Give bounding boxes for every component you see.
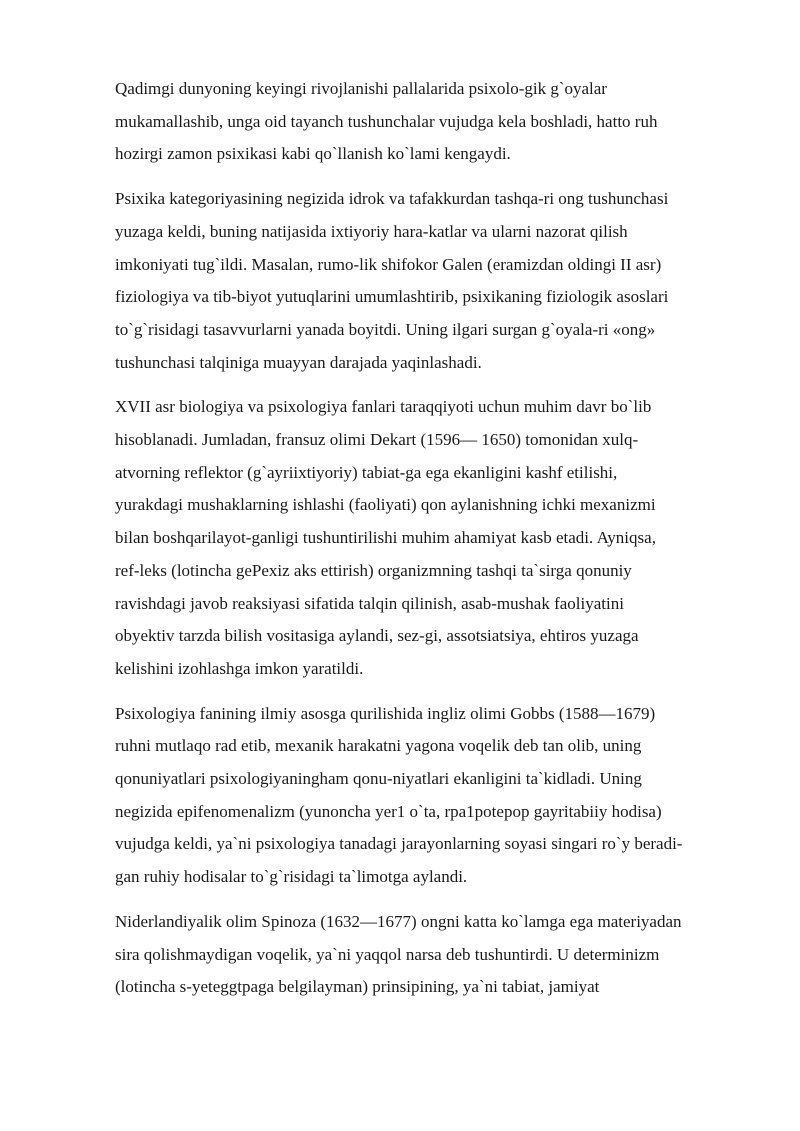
text-line: (lotincha s-yeteggtpaga belgilayman) prinsipining, ya`ni tabiat, jamiyat bbox=[115, 977, 600, 997]
text-line: Qadimgi dunyoning keyingi rivojlanishi pallalarida psixolo-gik g`oyalar bbox=[115, 79, 607, 98]
document-body bbox=[115, 73, 745, 1016]
text-line: tushunchasi talqiniga muayyan darajada yaqinlashadi. bbox=[115, 352, 482, 372]
text-line: vujudga keldi, ya`ni psixologiya tanadagi jarayonlarning soyasi singari ro`y beradi- bbox=[115, 834, 683, 854]
text-line: fiziologiya va tib-biyot yutuqlarini umumlashtirib, psixikaning fiziologik asoslari bbox=[115, 287, 669, 307]
paragraph-1 bbox=[115, 73, 745, 171]
text-line: Psixologiya fanining ilmiy asosga qurilishida ingliz olimi Gobbs (1588—1679) bbox=[115, 703, 656, 723]
paragraph-5 bbox=[115, 906, 745, 1004]
text-line: atvorning reflektor (g`ayriixtiyoriy) tabiat-ga ega ekanligini kashf etilishi, bbox=[115, 462, 618, 482]
text-line: kelishini izohlashga imkon yaratildi. bbox=[115, 658, 364, 678]
text-line: obyektiv tarzda bilish vositasiga aylandi, sez-gi, assotsiatsiya, ehtiros yuzaga bbox=[115, 626, 639, 646]
text-line: Psixika kategoriyasining negizida idrok va tafakkurdan tashqa-ri ong tushunchasi bbox=[115, 189, 669, 209]
text-line: qonuniyatlari psixologiyaningham qonu-niyatlari ekanligini ta`kidladi. Uning bbox=[115, 769, 642, 789]
text-line: mukamallashib, unga oid tayanch tushunchalar vujudga kela boshladi, hatto ruh bbox=[115, 111, 658, 131]
text-line: hisoblanadi. Jumladan, fransuz olimi Dekart (1596— 1650) tomonidan xulq- bbox=[115, 430, 639, 450]
text-line: Niderlandiyalik olim Spinoza (1632—1677) ongni katta ko`lamga ega materiyadan bbox=[115, 911, 682, 931]
paragraph-2 bbox=[115, 183, 745, 379]
text-line: XVII asr biologiya va psixologiya fanlari taraqqiyoti uchun muhim davr bo`lib bbox=[115, 397, 652, 417]
text-line: ref-leks (lotincha gePexiz aks ettirish) organizmning tashqi ta`sirga qonuniy bbox=[115, 560, 632, 580]
text-line: hozirgi zamon psixikasi kabi qo`llanish ko`lami kengaydi. bbox=[115, 144, 511, 164]
text-line: imkoniyati tug`ildi. Masalan, rumo-lik shifokor Galen (eramizdan oldingi II asr) bbox=[115, 254, 662, 274]
paragraph-3 bbox=[115, 391, 745, 685]
text-line: negizida epifenomenalizm (yunoncha yer1 o`ta, rpa1potepop gayritabiiy hodisa) bbox=[115, 801, 662, 821]
text-line: yurakdagi mushaklarning ishlashi (faoliyati) qon aylanishning ichki mexanizmi bbox=[115, 495, 656, 515]
text-line: ruhni mutlaqo rad etib, mexanik harakatni yagona voqelik deb tan olib, uning bbox=[115, 736, 642, 756]
text-line: yuzaga keldi, buning natijasida ixtiyoriy hara-katlar va ularni nazorat qilish bbox=[115, 221, 628, 241]
text-line: gan ruhiy hodisalar to`g`risidagi ta`limotga aylandi. bbox=[115, 867, 468, 887]
paragraph-4 bbox=[115, 698, 745, 894]
text-line: sira qolishmaydigan voqelik, ya`ni yaqqol narsa deb tushuntirdi. U determinizm bbox=[115, 944, 660, 964]
text-line: bilan boshqarilayot-ganligi tushuntirilishi muhim ahamiyat kasb etadi. Ayniqsa, bbox=[115, 528, 656, 548]
text-line: ravishdagi javob reaksiyasi sifatida talqin qilinish, asab-mushak faoliyatini bbox=[115, 593, 624, 613]
text-line: to`g`risidagi tasavvurlarni yanada boyitdi. Uning ilgari surgan g`oyala-ri «ong» bbox=[115, 319, 656, 339]
